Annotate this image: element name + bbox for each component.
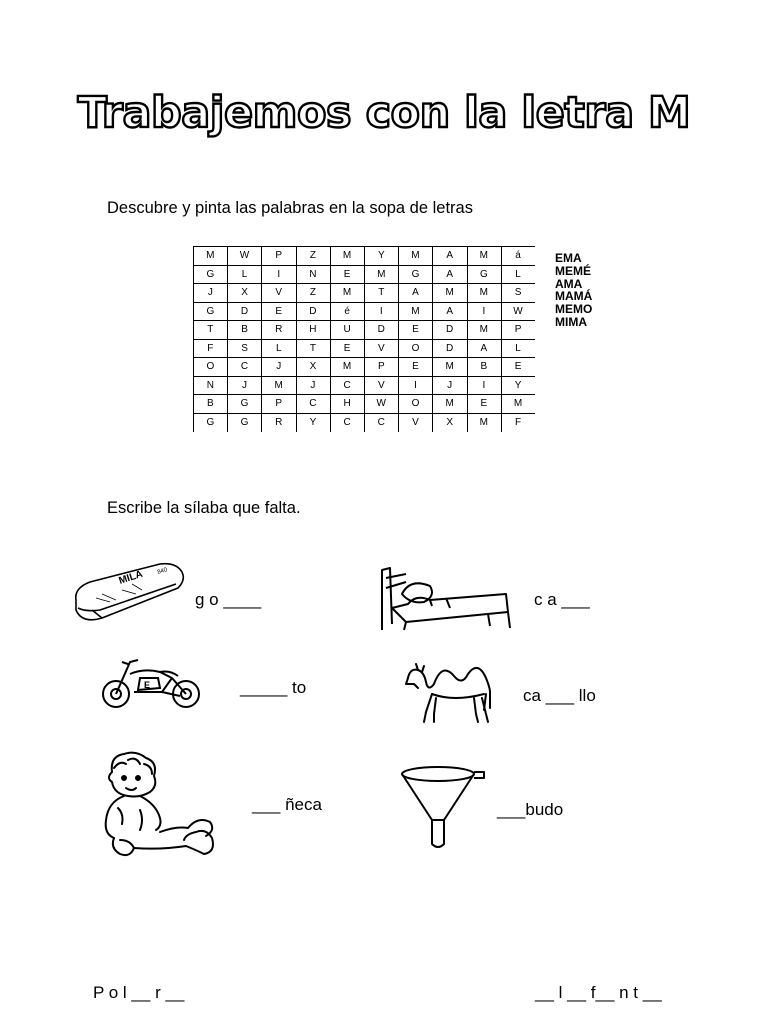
grid-cell: G bbox=[194, 413, 228, 432]
word-list-item: MAMÁ bbox=[555, 289, 593, 304]
grid-row bbox=[194, 376, 535, 395]
svg-text:840: 840 bbox=[156, 567, 169, 576]
word-list-item: EMA bbox=[555, 251, 582, 265]
grid-cell: L bbox=[262, 339, 296, 358]
grid-row bbox=[194, 284, 535, 303]
grid-cell: S bbox=[501, 284, 535, 303]
grid-cell: X bbox=[228, 284, 262, 303]
grid-cell: M bbox=[433, 284, 467, 303]
grid-cell: M bbox=[330, 247, 364, 266]
grid-row bbox=[194, 395, 535, 414]
grid-cell: O bbox=[399, 395, 433, 414]
grid-row bbox=[194, 413, 535, 432]
grid-cell: Y bbox=[296, 413, 330, 432]
grid-cell: M bbox=[467, 284, 501, 303]
grid-cell: E bbox=[262, 302, 296, 321]
funnel-image bbox=[398, 764, 488, 852]
grid-cell: G bbox=[228, 395, 262, 414]
grid-cell: A bbox=[467, 339, 501, 358]
grid-cell: B bbox=[228, 321, 262, 340]
grid-cell: A bbox=[433, 247, 467, 266]
grid-cell: P bbox=[262, 247, 296, 266]
grid-cell: I bbox=[467, 376, 501, 395]
exercise-muneca: ___ ñeca bbox=[252, 795, 322, 814]
grid-cell: D bbox=[433, 339, 467, 358]
grid-cell: G bbox=[399, 265, 433, 284]
grid-cell: G bbox=[467, 265, 501, 284]
word-list-item: MIMA bbox=[555, 314, 587, 329]
grid-cell: M bbox=[399, 302, 433, 321]
grid-row bbox=[194, 302, 535, 321]
grid-cell: I bbox=[399, 376, 433, 395]
grid-cell: U bbox=[330, 321, 364, 340]
grid-cell: V bbox=[364, 376, 398, 395]
grid-cell: J bbox=[262, 358, 296, 377]
wordsearch-instruction: Descubre y pinta las palabras en la sopa de letras bbox=[107, 199, 473, 217]
grid-row bbox=[194, 321, 535, 340]
grid-cell: J bbox=[194, 284, 228, 303]
grid-cell: E bbox=[399, 358, 433, 377]
grid-cell: I bbox=[364, 302, 398, 321]
grid-cell: M bbox=[433, 358, 467, 377]
worksheet-title: Trabajemos con la letra M bbox=[77, 88, 691, 138]
grid-cell: E bbox=[330, 265, 364, 284]
camel-image bbox=[404, 658, 496, 726]
exercise-goma: g o ____ bbox=[195, 590, 262, 609]
grid-cell: X bbox=[433, 413, 467, 432]
grid-cell: T bbox=[364, 284, 398, 303]
grid-row bbox=[194, 358, 535, 377]
grid-cell: W bbox=[501, 302, 535, 321]
grid-cell: H bbox=[330, 395, 364, 414]
grid-cell: P bbox=[501, 321, 535, 340]
grid-cell: N bbox=[296, 265, 330, 284]
word-search-grid bbox=[193, 246, 535, 432]
grid-cell: G bbox=[194, 265, 228, 284]
grid-cell: D bbox=[296, 302, 330, 321]
grid-cell: C bbox=[330, 376, 364, 395]
grid-row bbox=[194, 265, 535, 284]
grid-cell: L bbox=[228, 265, 262, 284]
grid-cell: M bbox=[194, 247, 228, 266]
eraser-image bbox=[72, 560, 190, 626]
grid-cell: R bbox=[262, 413, 296, 432]
grid-cell: A bbox=[399, 284, 433, 303]
exercise-cama: c a ___ bbox=[534, 590, 590, 609]
grid-row bbox=[194, 339, 535, 358]
motorcycle-image bbox=[100, 648, 204, 712]
grid-cell: V bbox=[364, 339, 398, 358]
grid-cell: X bbox=[296, 358, 330, 377]
grid-cell: M bbox=[262, 376, 296, 395]
grid-cell: B bbox=[467, 358, 501, 377]
doll-image bbox=[100, 750, 220, 860]
grid-cell: J bbox=[296, 376, 330, 395]
grid-cell: I bbox=[262, 265, 296, 284]
grid-cell: M bbox=[467, 247, 501, 266]
word-list-item: MEMÉ bbox=[555, 263, 591, 278]
grid-cell: N bbox=[194, 376, 228, 395]
grid-cell: W bbox=[364, 395, 398, 414]
grid-cell: M bbox=[467, 321, 501, 340]
grid-cell: P bbox=[262, 395, 296, 414]
grid-cell: M bbox=[501, 395, 535, 414]
exercise-camello: ca ___ llo bbox=[523, 686, 596, 705]
grid-cell: E bbox=[501, 358, 535, 377]
grid-cell: M bbox=[467, 413, 501, 432]
word-list-item: AMA bbox=[555, 276, 583, 291]
grid-cell: Z bbox=[296, 247, 330, 266]
grid-cell: I bbox=[467, 302, 501, 321]
grid-cell: W bbox=[228, 247, 262, 266]
bed-image bbox=[376, 564, 512, 632]
grid-cell: A bbox=[433, 265, 467, 284]
grid-row bbox=[194, 247, 535, 266]
grid-cell: C bbox=[330, 413, 364, 432]
grid-cell: á bbox=[501, 247, 535, 266]
grid-cell: T bbox=[194, 321, 228, 340]
grid-cell: C bbox=[296, 395, 330, 414]
grid-cell: M bbox=[433, 395, 467, 414]
grid-cell: C bbox=[228, 358, 262, 377]
grid-cell: M bbox=[364, 265, 398, 284]
grid-cell: G bbox=[194, 302, 228, 321]
grid-cell: O bbox=[194, 358, 228, 377]
grid-cell: Y bbox=[364, 247, 398, 266]
grid-cell: G bbox=[228, 413, 262, 432]
grid-cell: F bbox=[514, 417, 522, 428]
grid-cell: H bbox=[296, 321, 330, 340]
footer-right-word: __ l __ f__ n t __ bbox=[535, 983, 662, 1002]
syllable-instruction: Escribe la sílaba que falta. bbox=[107, 499, 301, 517]
grid-cell: D bbox=[364, 321, 398, 340]
grid-cell: M bbox=[330, 284, 364, 303]
grid-cell: A bbox=[433, 302, 467, 321]
grid-cell: J bbox=[228, 376, 262, 395]
grid-cell: Z bbox=[296, 284, 330, 303]
grid-cell: C bbox=[364, 413, 398, 432]
word-list-item: MEMO bbox=[555, 302, 593, 317]
grid-cell: E bbox=[330, 339, 364, 358]
exercise-moto: _____ to bbox=[240, 678, 307, 697]
footer-left-word: P o l __ r __ bbox=[93, 983, 185, 1002]
grid-cell: J bbox=[433, 376, 467, 395]
grid-cell: Y bbox=[501, 376, 535, 395]
svg-text:MILA: MILA bbox=[117, 568, 145, 587]
grid-cell: M bbox=[330, 358, 364, 377]
svg-text:E: E bbox=[144, 680, 151, 690]
grid-cell: P bbox=[364, 358, 398, 377]
grid-cell: L bbox=[501, 265, 535, 284]
grid-cell: L bbox=[501, 339, 535, 358]
grid-cell: R bbox=[262, 321, 296, 340]
grid-cell: O bbox=[399, 339, 433, 358]
grid-cell: V bbox=[262, 284, 296, 303]
grid-cell: S bbox=[228, 339, 262, 358]
grid-cell: E bbox=[467, 395, 501, 414]
grid-cell: F bbox=[194, 339, 228, 358]
exercise-embudo: ___budo bbox=[497, 800, 564, 819]
grid-cell: M bbox=[399, 247, 433, 266]
grid-cell: T bbox=[296, 339, 330, 358]
grid-cell: B bbox=[194, 395, 228, 414]
grid-cell: é bbox=[330, 302, 364, 321]
grid-cell: D bbox=[228, 302, 262, 321]
word-list bbox=[555, 252, 592, 329]
grid-cell: E bbox=[399, 321, 433, 340]
grid-cell: V bbox=[399, 413, 433, 432]
grid-cell: D bbox=[433, 321, 467, 340]
